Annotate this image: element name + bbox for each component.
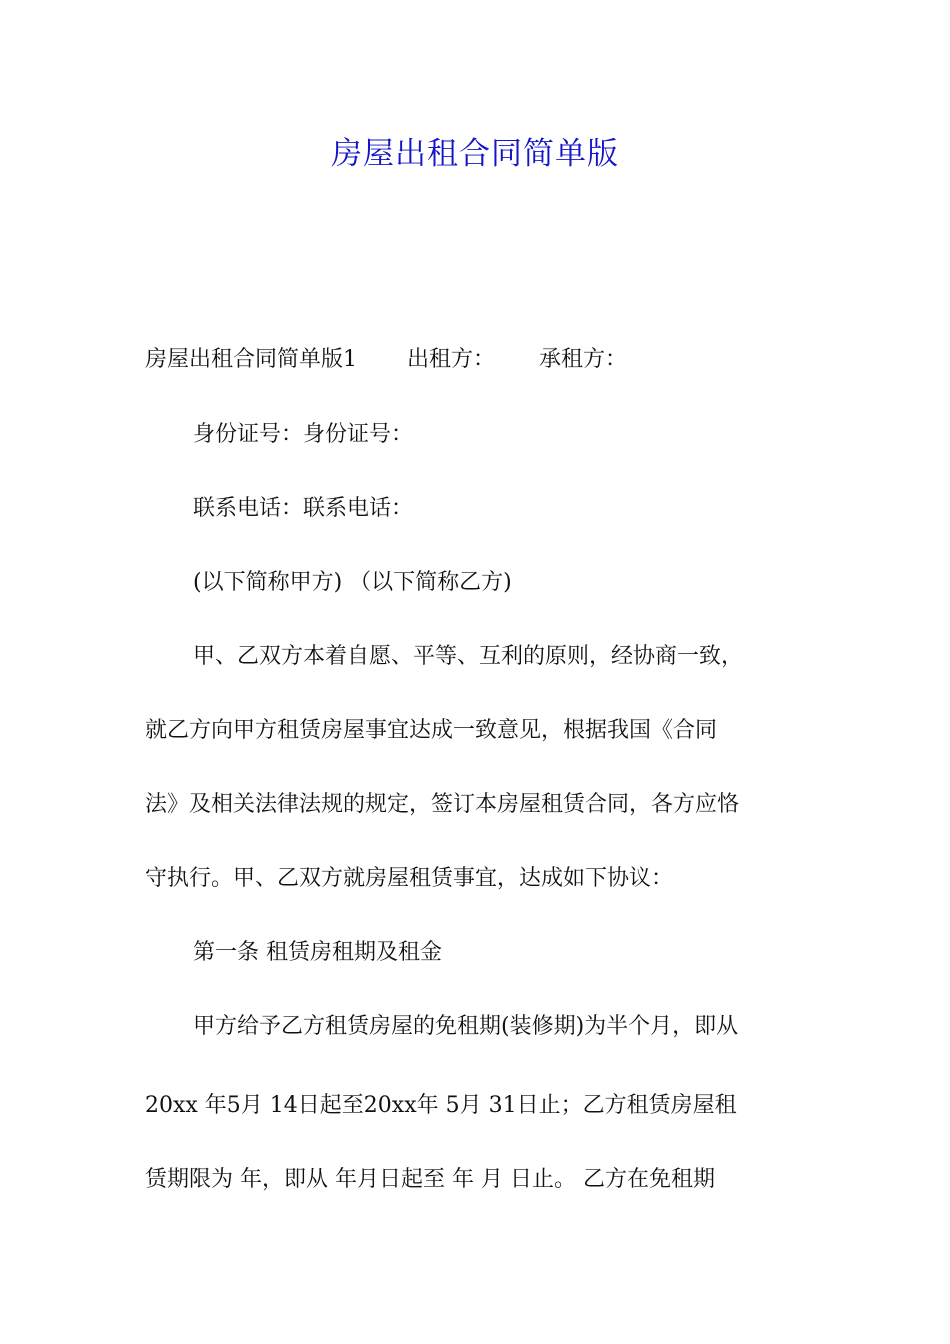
lessor-label: 出租方： bbox=[407, 347, 496, 372]
contract-name: 房屋出租合同简单版1 bbox=[145, 347, 357, 372]
document-title: 房屋出租合同简单版 bbox=[331, 136, 619, 172]
paragraph-line: 守执行。甲、乙双方就房屋租赁事宜，达成如下协议： bbox=[145, 866, 674, 891]
paragraph-line: 甲方给予乙方租赁房屋的免租期(装修期)为半个月，即从 bbox=[193, 1014, 739, 1039]
paragraph-line: 法》及相关法律法规的规定，签订本房屋租赁合同，各方应恪 bbox=[145, 792, 740, 817]
lessee-label: 承租方： bbox=[539, 347, 628, 372]
paragraph-line: 就乙方向甲方租赁房屋事宜达成一致意见，根据我国《合同 bbox=[145, 718, 718, 743]
header-line bbox=[145, 345, 627, 375]
abbreviation-line: (以下简称甲方) （以下简称乙方) bbox=[193, 570, 512, 595]
paragraph-line: 20xx 年5月 14日起至20xx年 5月 31日止；乙方租赁房屋租 bbox=[145, 1093, 737, 1118]
paragraph-line: 甲、乙双方本着自愿、平等、互利的原则，经协商一致， bbox=[193, 644, 744, 669]
paragraph-line: 赁期限为 年，即从 年月日起至 年 月 日止。 乙方在免租期 bbox=[145, 1167, 715, 1192]
article-heading: 第一条 租赁房租期及租金 bbox=[193, 940, 442, 965]
id-number-line: 身份证号：身份证号： bbox=[193, 422, 414, 447]
phone-line: 联系电话：联系电话： bbox=[193, 496, 414, 521]
